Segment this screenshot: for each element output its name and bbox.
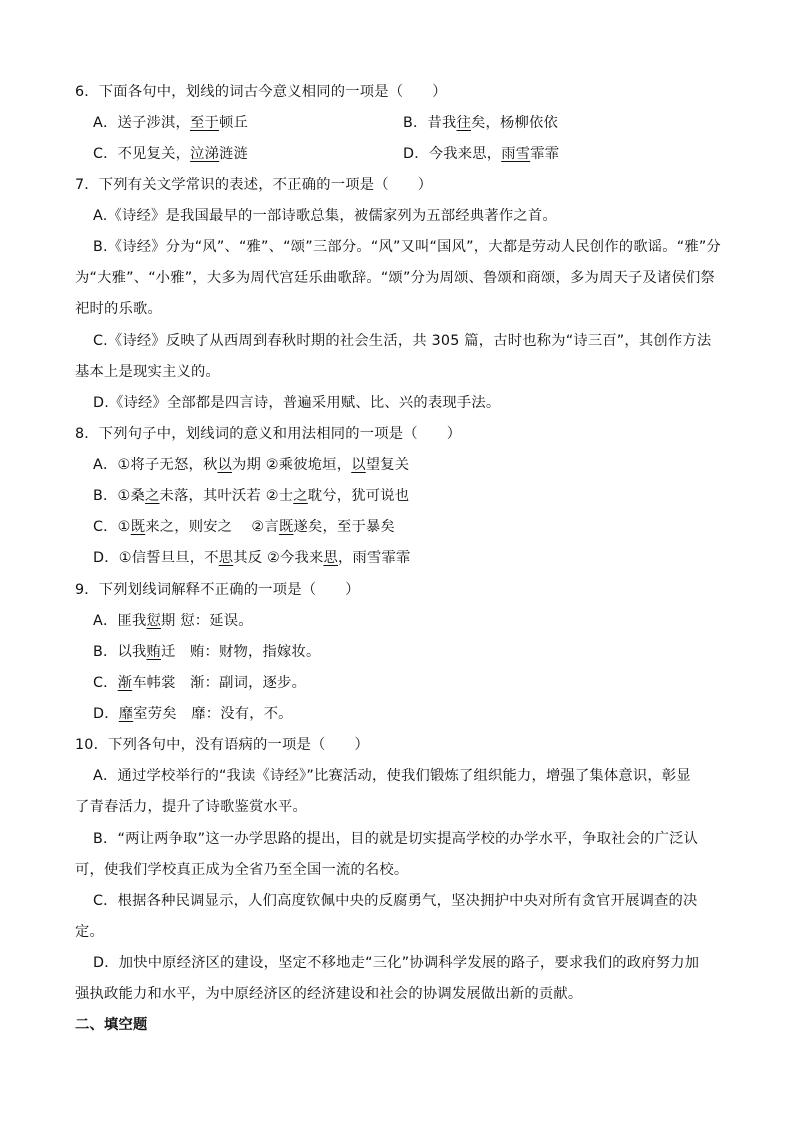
q10-option-c-line1: C．根据各种民调显示，人们高度钦佩中央的反腐勇气，坚决拥护中央对所有贪官开展调查的决 [93, 893, 698, 909]
q6-option-b: B．昔我往矣，杨柳依依 [403, 115, 558, 131]
q8-option-c: C．①既来之，则安之 ②言既遂矣，至于暴矣 [93, 519, 395, 535]
q7-option-b-line3: 祀时的乐歌。 [75, 301, 162, 317]
q7-option-c-line2: 基本上是现实主义的。 [75, 364, 220, 380]
q9-option-b: B．以我贿迁 贿：财物，指嫁妆。 [93, 644, 321, 660]
q7-option-b-line2: 为“大雅”、“小雅”，大多为周代宫廷乐曲歌辞。“颂”分为周颂、鲁颂和商颂，多为周天子及诸侯们祭 [75, 270, 716, 286]
q6-option-c: C．不见复关，泣涕涟涟 [93, 146, 249, 162]
q8-option-b: B．①桑之未落，其叶沃若 ②士之耽兮，犹可说也 [93, 488, 410, 504]
q6-stem: 6．下面各句中，划线的词古今意义相同的一项是（ ） [75, 84, 447, 100]
q10-option-b-line1: B．“两让两争取”这一办学思路的提出，目的就是切实提高学校的办学水平，争取社会的广泛认 [93, 831, 699, 847]
q10-option-d-line2: 强执政能力和水平，为中原经济区的经济建设和社会的协调发展做出新的贡献。 [75, 986, 583, 1002]
q7-stem: 7．下列有关文学常识的表述，不正确的一项是（ ） [75, 177, 433, 193]
q9-option-c: C．渐车帏裳 渐：副词，逐步。 [93, 675, 307, 691]
q8-option-d: D．①信誓旦旦，不思其反 ②今我来思，雨雪霏霏 [93, 550, 411, 566]
q9-option-a: A．匪我愆期 愆：延误。 [93, 613, 253, 629]
q9-option-d: D．靡室劳矣 靡：没有，不。 [93, 706, 293, 722]
q10-option-a-line1: A．通过学校举行的“我读《诗经》”比赛活动，使我们锻炼了组织能力，增强了集体意识，彰显 [93, 768, 691, 784]
q8-option-a: A．①将子无怒，秋以为期 ②乘彼垝垣，以望复关 [93, 457, 410, 473]
q9-stem: 9．下列划线词解释不正确的一项是（ ） [75, 582, 360, 598]
section-heading: 二、填空题 [75, 1017, 148, 1033]
q10-option-b-line2: 可，使我们学校真正成为全省乃至全国一流的名校。 [75, 862, 409, 878]
q7-option-b-line1: B.《诗经》分为“风”、“雅”、“颂”三部分。“风”又叫“国风”，大都是劳动人民创作的歌谣。“雅”分 [93, 239, 721, 255]
q7-option-d: D.《诗经》全部都是四言诗，普遍采用赋、比、兴的表现手法。 [93, 395, 501, 411]
q10-option-a-line2: 了青春活力，提升了诗歌鉴赏水平。 [75, 799, 307, 815]
q7-option-a: A.《诗经》是我国最早的一部诗歌总集，被儒家列为五部经典著作之首。 [93, 208, 557, 224]
q10-option-d-line1: D．加快中原经济区的建设，坚定不移地走“三化”协调科学发展的路子，要求我们的政府努力加 [93, 955, 700, 971]
q6-option-d: D．今我来思，雨雪霏霏 [403, 146, 560, 162]
q10-option-c-line2: 定。 [75, 924, 104, 940]
q7-option-c-line1: C.《诗经》反映了从西周到春秋时期的社会生活，共 305 篇，古时也称为“诗三百”，其创作方法 [93, 333, 712, 349]
q10-stem: 10．下列各句中，没有语病的一项是（ ） [75, 737, 370, 753]
q6-option-a: A．送子涉淇，至于顿丘 [93, 115, 248, 131]
q8-stem: 8．下列句子中，划线词的意义和用法相同的一项是（ ） [75, 426, 462, 442]
